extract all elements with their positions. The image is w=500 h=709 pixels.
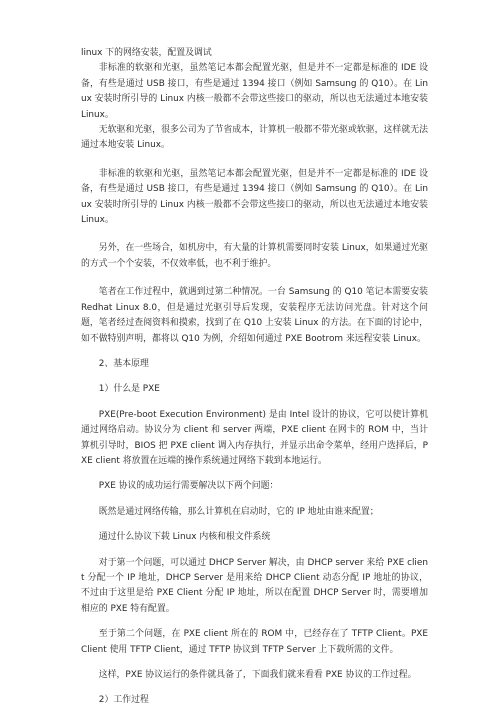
paragraph-problem-ip: 既然是通过网络传输，那么计算机在启动时，它的 IP 地址由谁来配置； xyxy=(98,506,379,517)
paragraph-pxe-definition: PXE(Pre-boot Execution Environment) 是由 Intel 设计的协议，它可以使计算机通过网络启动。协议分为 client 和 server 两端，PXE client 在网卡的 ROM 中，当计算机引导时，BIOS 把 PXE client 调入内存执行，并显示出命令菜单，经用户选择后，PXE client 将放置在远端的操作系统通过网络下载到本地运行。 xyxy=(81,409,428,466)
paragraph-tftp-solution: 至于第二个问题，在 PXE client 所在的 ROM 中，已经存在了 TFTP Client。PXE Client 使用 TFTP Client，通过 TFTP 协议到 TFTP Server 上下载所需的文件。 xyxy=(81,629,428,655)
subsection-heading-workflow: 2）工作过程 xyxy=(98,695,149,706)
paragraph-nonstandard-drives-repeat: 非标准的软驱和光驱，虽然笔记本都会配置光驱，但是并不一定都是标准的 IDE 设备，有些是通过 USB 接口，有些是通过 1394 接口（例如 Samsung 的 Q10）。在 Linux 安装时所引导的 Linux 内核一般都不会带这些接口的驱动，所以也无法通过本地安装 Linux。 xyxy=(81,168,428,226)
subsection-heading-what-is-pxe: 1）什么是 PXE xyxy=(98,384,160,395)
paragraph-conditions-ready: 这样，PXE 协议运行的条件就具备了，下面我们就来看看 PXE 协议的工作过程。 xyxy=(98,670,417,680)
paragraph-two-problems: PXE 协议的成功运行需要解决以下两个问题： xyxy=(98,481,279,492)
paragraph-problem-protocol: 通过什么协议下载 Linux 内核和根文件系统 xyxy=(98,532,271,543)
document-title: linux 下的网络安装，配置及调试 xyxy=(81,48,212,58)
paragraph-machine-room: 另外，在一些场合，如机房中，有大量的计算机需要同时安装 Linux，如果通过光驱的方式一个个安装，不仅效率低，也不利于维护。 xyxy=(81,243,428,269)
paragraph-author-experience: 笔者在工作过程中，就遇到过第二种情况。一台 Samsung 的 Q10 笔记本需要安装 Redhat Linux 8.0，但是通过光驱引导后发现，安装程序无法访问光盘。针对这个问题，笔者经过查阅资料和摸索，找到了在 Q10 上安装 Linux 的方法。在下面的讨论中，如不做特别声明，都将以 Q10 为例，介绍如何通过 PXE Bootrom 来远程安装 Linux。 xyxy=(81,287,428,344)
paragraph-no-drives: 无软驱和光驱，很多公司为了节省成本，计算机一般都不带光驱或软驱，这样就无法通过本地安装 Linux。 xyxy=(81,125,428,151)
paragraph-dhcp-solution: 对于第一个问题，可以通过 DHCP Server 解决，由 DHCP server 来给 PXE client 分配一个 IP 地址，DHCP Server 是用来给 DHCP Client 动态分配 IP 地址的协议，不过由于这里是给 PXE Client 分配 IP 地址，所以在配置 DHCP Server 时，需要增加相应的 PXE 特有配置。 xyxy=(81,557,428,614)
paragraph-nonstandard-drives: 非标准的软驱和光驱，虽然笔记本都会配置光驱，但是并不一定都是标准的 IDE 设备，有些是通过 USB 接口，有些是通过 1394 接口（例如 Samsung 的 Q10）。在 Linux 安装时所引导的 Linux 内核一般都不会带这些接口的驱动，所以也无法通过本地安装 Linux。 xyxy=(81,63,428,120)
section-heading-basic-principle: 2、基本原理 xyxy=(98,358,149,369)
